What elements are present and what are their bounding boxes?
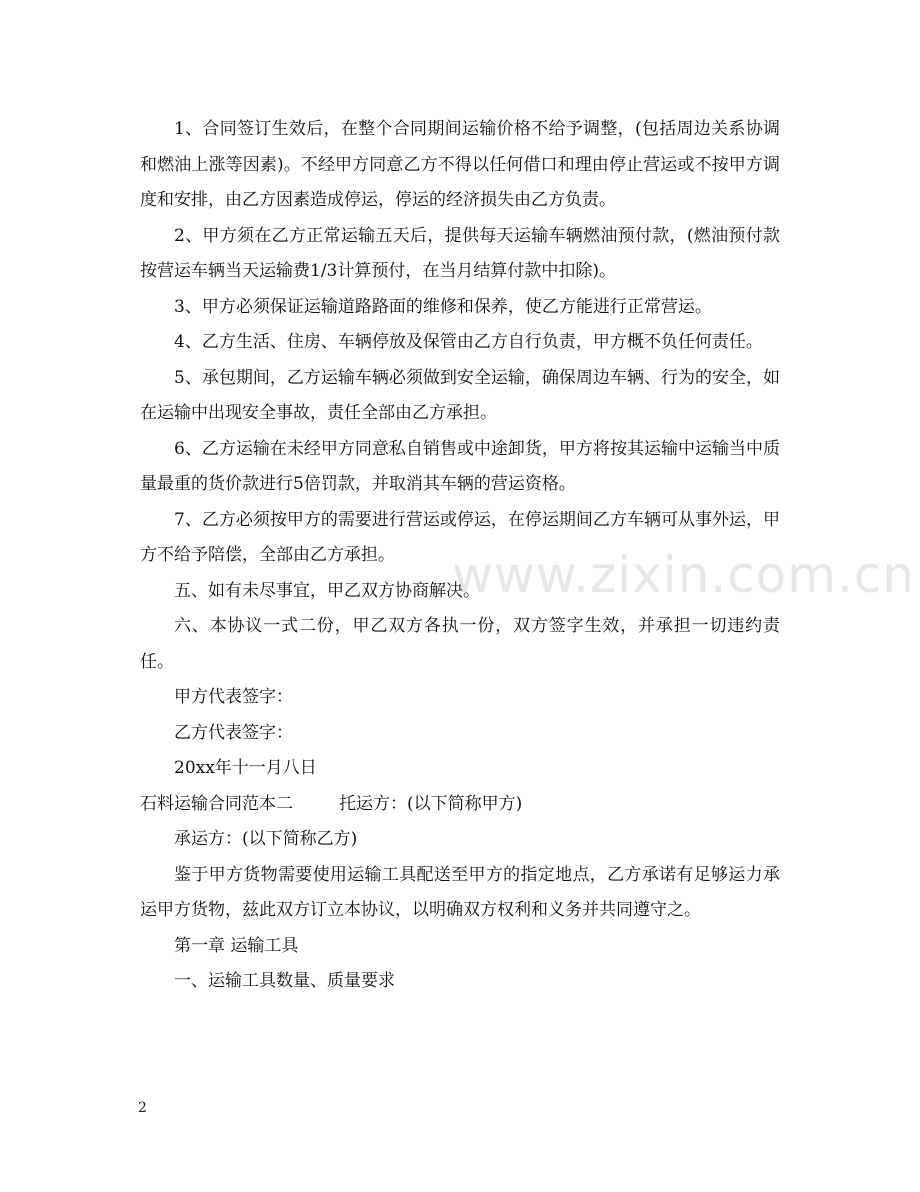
carrier-line: 承运方：(以下简称乙方) (174, 829, 358, 849)
section-five: 五、如有未尽事宜，甲乙双方协商解决。 (174, 580, 480, 601)
clause-4: 4、乙方生活、住房、车辆停放及保管由乙方自行负责，甲方概不负任何责任。 (174, 332, 763, 352)
clause-6: 6、乙方运输在未经甲方同意私自销售或中途卸货，甲方将按其运输中运输当中质量最重的货价款进行5倍罚款，并取消其车辆的营运资格。 (140, 438, 780, 494)
party-a-signature: 甲方代表签字： (174, 687, 293, 707)
heading-line (140, 787, 780, 823)
contract-title: 石料运输合同范本二 (140, 793, 293, 814)
clause-7: 7、乙方必须按甲方的需要进行营运或停运，在停运期间乙方车辆可从事外运，甲方不给予陪偿，全部由乙方承担。 (140, 509, 780, 565)
signing-date: 20xx年十一月八日 (174, 758, 317, 778)
party-b-signature: 乙方代表签字： (174, 722, 293, 743)
clause-2: 2、甲方须在乙方正常运输五天后，提供每天运输车辆燃油预付款，(燃油预付款按营运车辆当天运输费1/3计算预付，在当月结算付款中扣除)。 (140, 225, 780, 281)
shipper-line: 托运方：(以下简称甲方) (339, 793, 523, 814)
preamble: 鉴于甲方货物需要使用运输工具配送至甲方的指定地点，乙方承诺有足够运力承运甲方货物，兹此双方订立本协议，以明确双方权利和义务并共同遵守之。 (140, 864, 780, 920)
section-six: 六、本协议一式二份，甲乙双方各执一份，双方签字生效，并承担一切违约责任。 (140, 616, 780, 672)
subsection-heading: 一、运输工具数量、质量要求 (174, 971, 395, 991)
clause-3: 3、甲方必须保证运输道路路面的维修和保养，使乙方能进行正常营运。 (174, 296, 712, 317)
clause-1: 1、合同签订生效后，在整个合同期间运输价格不给予调整，(包括周边关系协调和燃油上涨等因素)。不经甲方同意乙方不得以任何借口和理由停止营运或不按甲方调度和安排，由乙方因素造成停运，停运的经济损失由乙方负责。 (140, 119, 780, 210)
chapter-heading: 第一章 运输工具 (174, 935, 299, 956)
watermark: www.zixin.com.cn (452, 546, 916, 604)
page-number: 2 (138, 1100, 147, 1116)
clause-5: 5、承包期间，乙方运输车辆必须做到安全运输，确保周边车辆、行为的安全，如在运输中出现安全事故，责任全部由乙方承担。 (140, 367, 780, 423)
